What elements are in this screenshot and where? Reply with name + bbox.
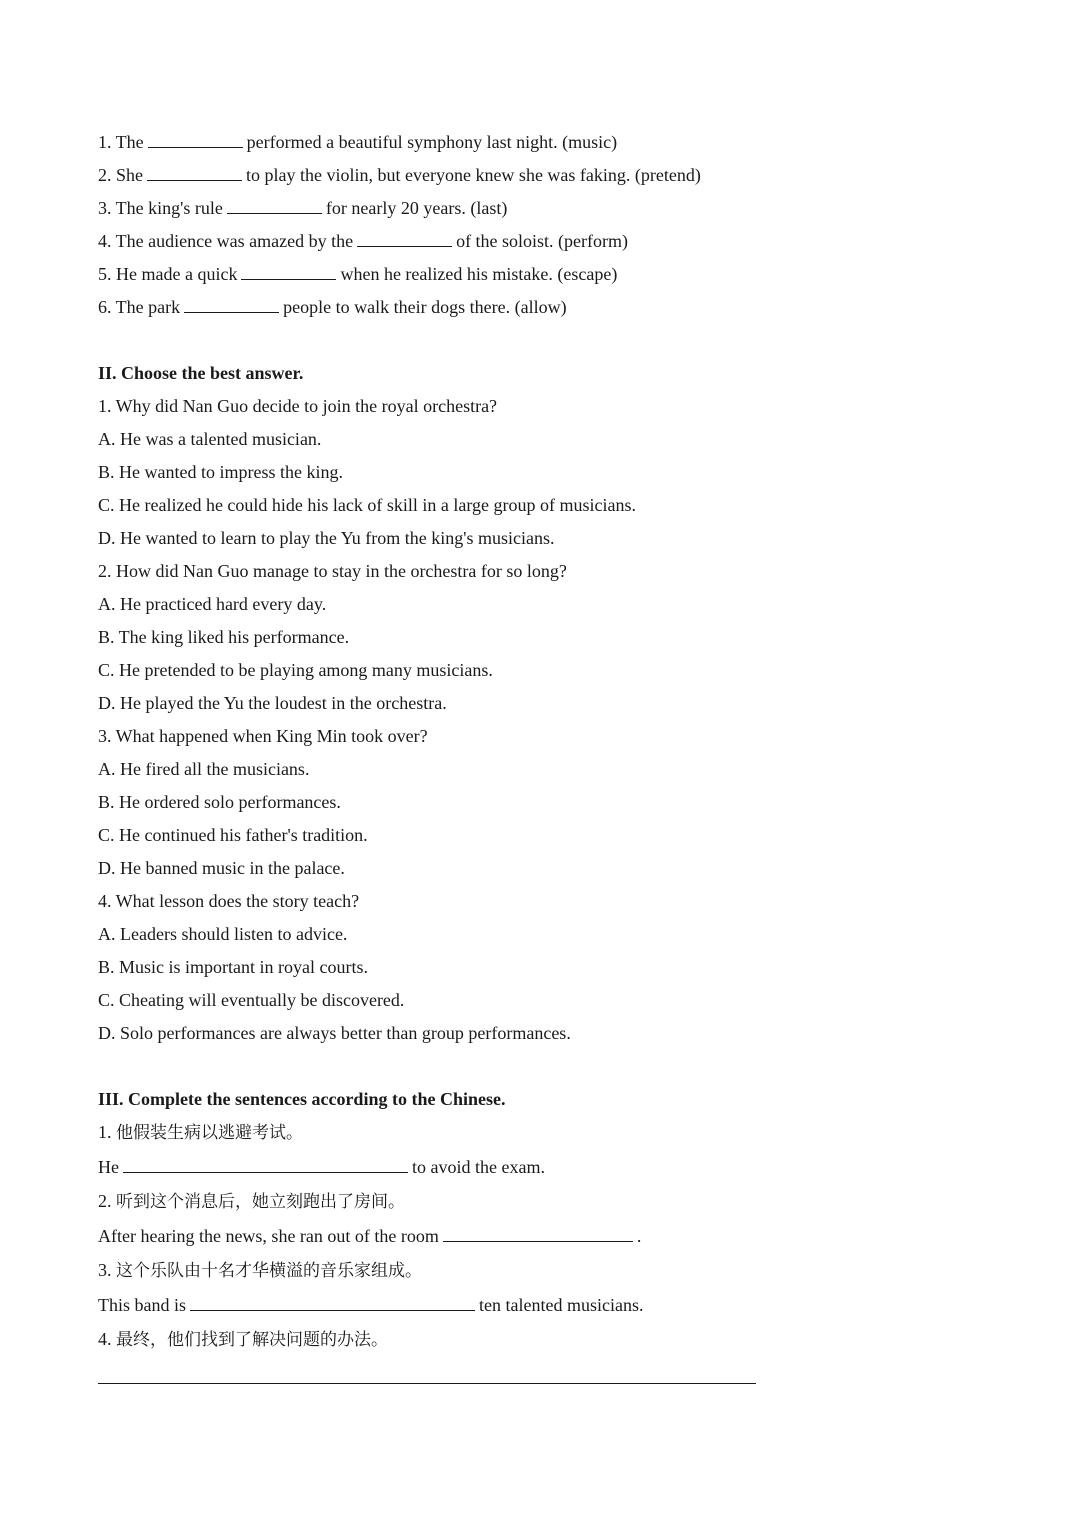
sentence-start: He [98,1157,119,1177]
answer-blank[interactable] [241,261,336,280]
translate-answer-2 [98,1218,778,1254]
chinese-sentence: 这个乐队由十名才华横溢的音乐家组成。 [116,1261,422,1281]
worksheet-page [98,126,778,1356]
section-1 [98,126,778,324]
answer-blank[interactable] [190,1292,475,1311]
translate-answer-1 [98,1149,778,1185]
answer-blank[interactable] [227,195,322,214]
option-3a[interactable]: A. He fired all the musicians. [98,759,310,779]
item-text-before: 1. The [98,132,144,152]
sentence-end: to avoid the exam. [412,1157,545,1177]
item-text-before: 6. The park [98,297,181,317]
translate-answer-4-line[interactable] [98,1383,756,1384]
answer-blank[interactable] [148,129,243,148]
item-text-after: people to walk their dogs there. (allow) [283,297,567,317]
fill-item-2 [98,159,778,192]
translate-answer-3 [98,1287,778,1323]
chinese-sentence: 听到这个消息后，她立刻跑出了房间。 [116,1192,405,1212]
sentence-end: . [636,1226,642,1246]
fill-item-1 [98,126,778,159]
section-2-heading: II. Choose the best answer. [98,363,304,383]
option-3d[interactable]: D. He banned music in the palace. [98,858,345,878]
section-3 [98,1083,778,1356]
question-4: 4. What lesson does the story teach? [98,891,360,911]
option-1c[interactable]: C. He realized he could hide his lack of skill in a large group of musicians. [98,495,637,515]
question-2: 2. How did Nan Guo manage to stay in the orchestra for so long? [98,561,567,581]
answer-blank[interactable] [147,162,242,181]
translate-prompt-1 [98,1116,778,1149]
option-1a[interactable]: A. He was a talented musician. [98,429,322,449]
section-2 [98,357,778,1050]
item-text-after: when he realized his mistake. (escape) [340,264,618,284]
item-text-after: of the soloist. (perform) [456,231,629,251]
sentence-start: After hearing the news, she ran out of the room [98,1226,439,1246]
item-text-after: to play the violin, but everyone knew she was faking. (pretend) [246,165,701,185]
question-3: 3. What happened when King Min took over? [98,726,428,746]
option-4b[interactable]: B. Music is important in royal courts. [98,957,368,977]
option-4c[interactable]: C. Cheating will eventually be discovered. [98,990,405,1010]
section-3-heading: III. Complete the sentences according to the Chinese. [98,1089,506,1109]
chinese-sentence: 他假装生病以逃避考试。 [116,1123,303,1143]
item-text-after: performed a beautiful symphony last night. (music) [246,132,618,152]
fill-item-4 [98,225,778,258]
item-text-before: 2. She [98,165,143,185]
item-number: 4. [98,1329,112,1349]
option-4a[interactable]: A. Leaders should listen to advice. [98,924,348,944]
translate-prompt-3 [98,1254,778,1287]
fill-item-3 [98,192,778,225]
option-2c[interactable]: C. He pretended to be playing among many musicians. [98,660,493,680]
option-3c[interactable]: C. He continued his father's tradition. [98,825,368,845]
item-number: 2. [98,1191,112,1211]
fill-item-5 [98,258,778,291]
option-1b[interactable]: B. He wanted to impress the king. [98,462,343,482]
chinese-sentence: 最终，他们找到了解决问题的办法。 [116,1330,388,1350]
answer-blank[interactable] [123,1154,408,1173]
item-text-before: 5. He made a quick [98,264,238,284]
sentence-end: ten talented musicians. [479,1295,644,1315]
item-number: 3. [98,1260,112,1280]
option-2a[interactable]: A. He practiced hard every day. [98,594,327,614]
answer-blank[interactable] [443,1223,633,1242]
option-1d[interactable]: D. He wanted to learn to play the Yu from the king's musicians. [98,528,555,548]
translate-prompt-4 [98,1323,778,1356]
item-text-after: for nearly 20 years. (last) [325,198,508,218]
translate-prompt-2 [98,1185,778,1218]
sentence-start: This band is [98,1295,186,1315]
option-2b[interactable]: B. The king liked his performance. [98,627,350,647]
spacer [98,324,778,357]
option-3b[interactable]: B. He ordered solo performances. [98,792,341,812]
option-4d[interactable]: D. Solo performances are always better than group performances. [98,1023,571,1043]
item-text-before: 4. The audience was amazed by the [98,231,354,251]
answer-blank[interactable] [357,228,452,247]
item-text-before: 3. The king's rule [98,198,223,218]
item-number: 1. [98,1122,112,1142]
question-1: 1. Why did Nan Guo decide to join the royal orchestra? [98,396,498,416]
answer-blank[interactable] [184,294,279,313]
fill-item-6 [98,291,778,324]
spacer [98,1050,778,1083]
option-2d[interactable]: D. He played the Yu the loudest in the orchestra. [98,693,447,713]
